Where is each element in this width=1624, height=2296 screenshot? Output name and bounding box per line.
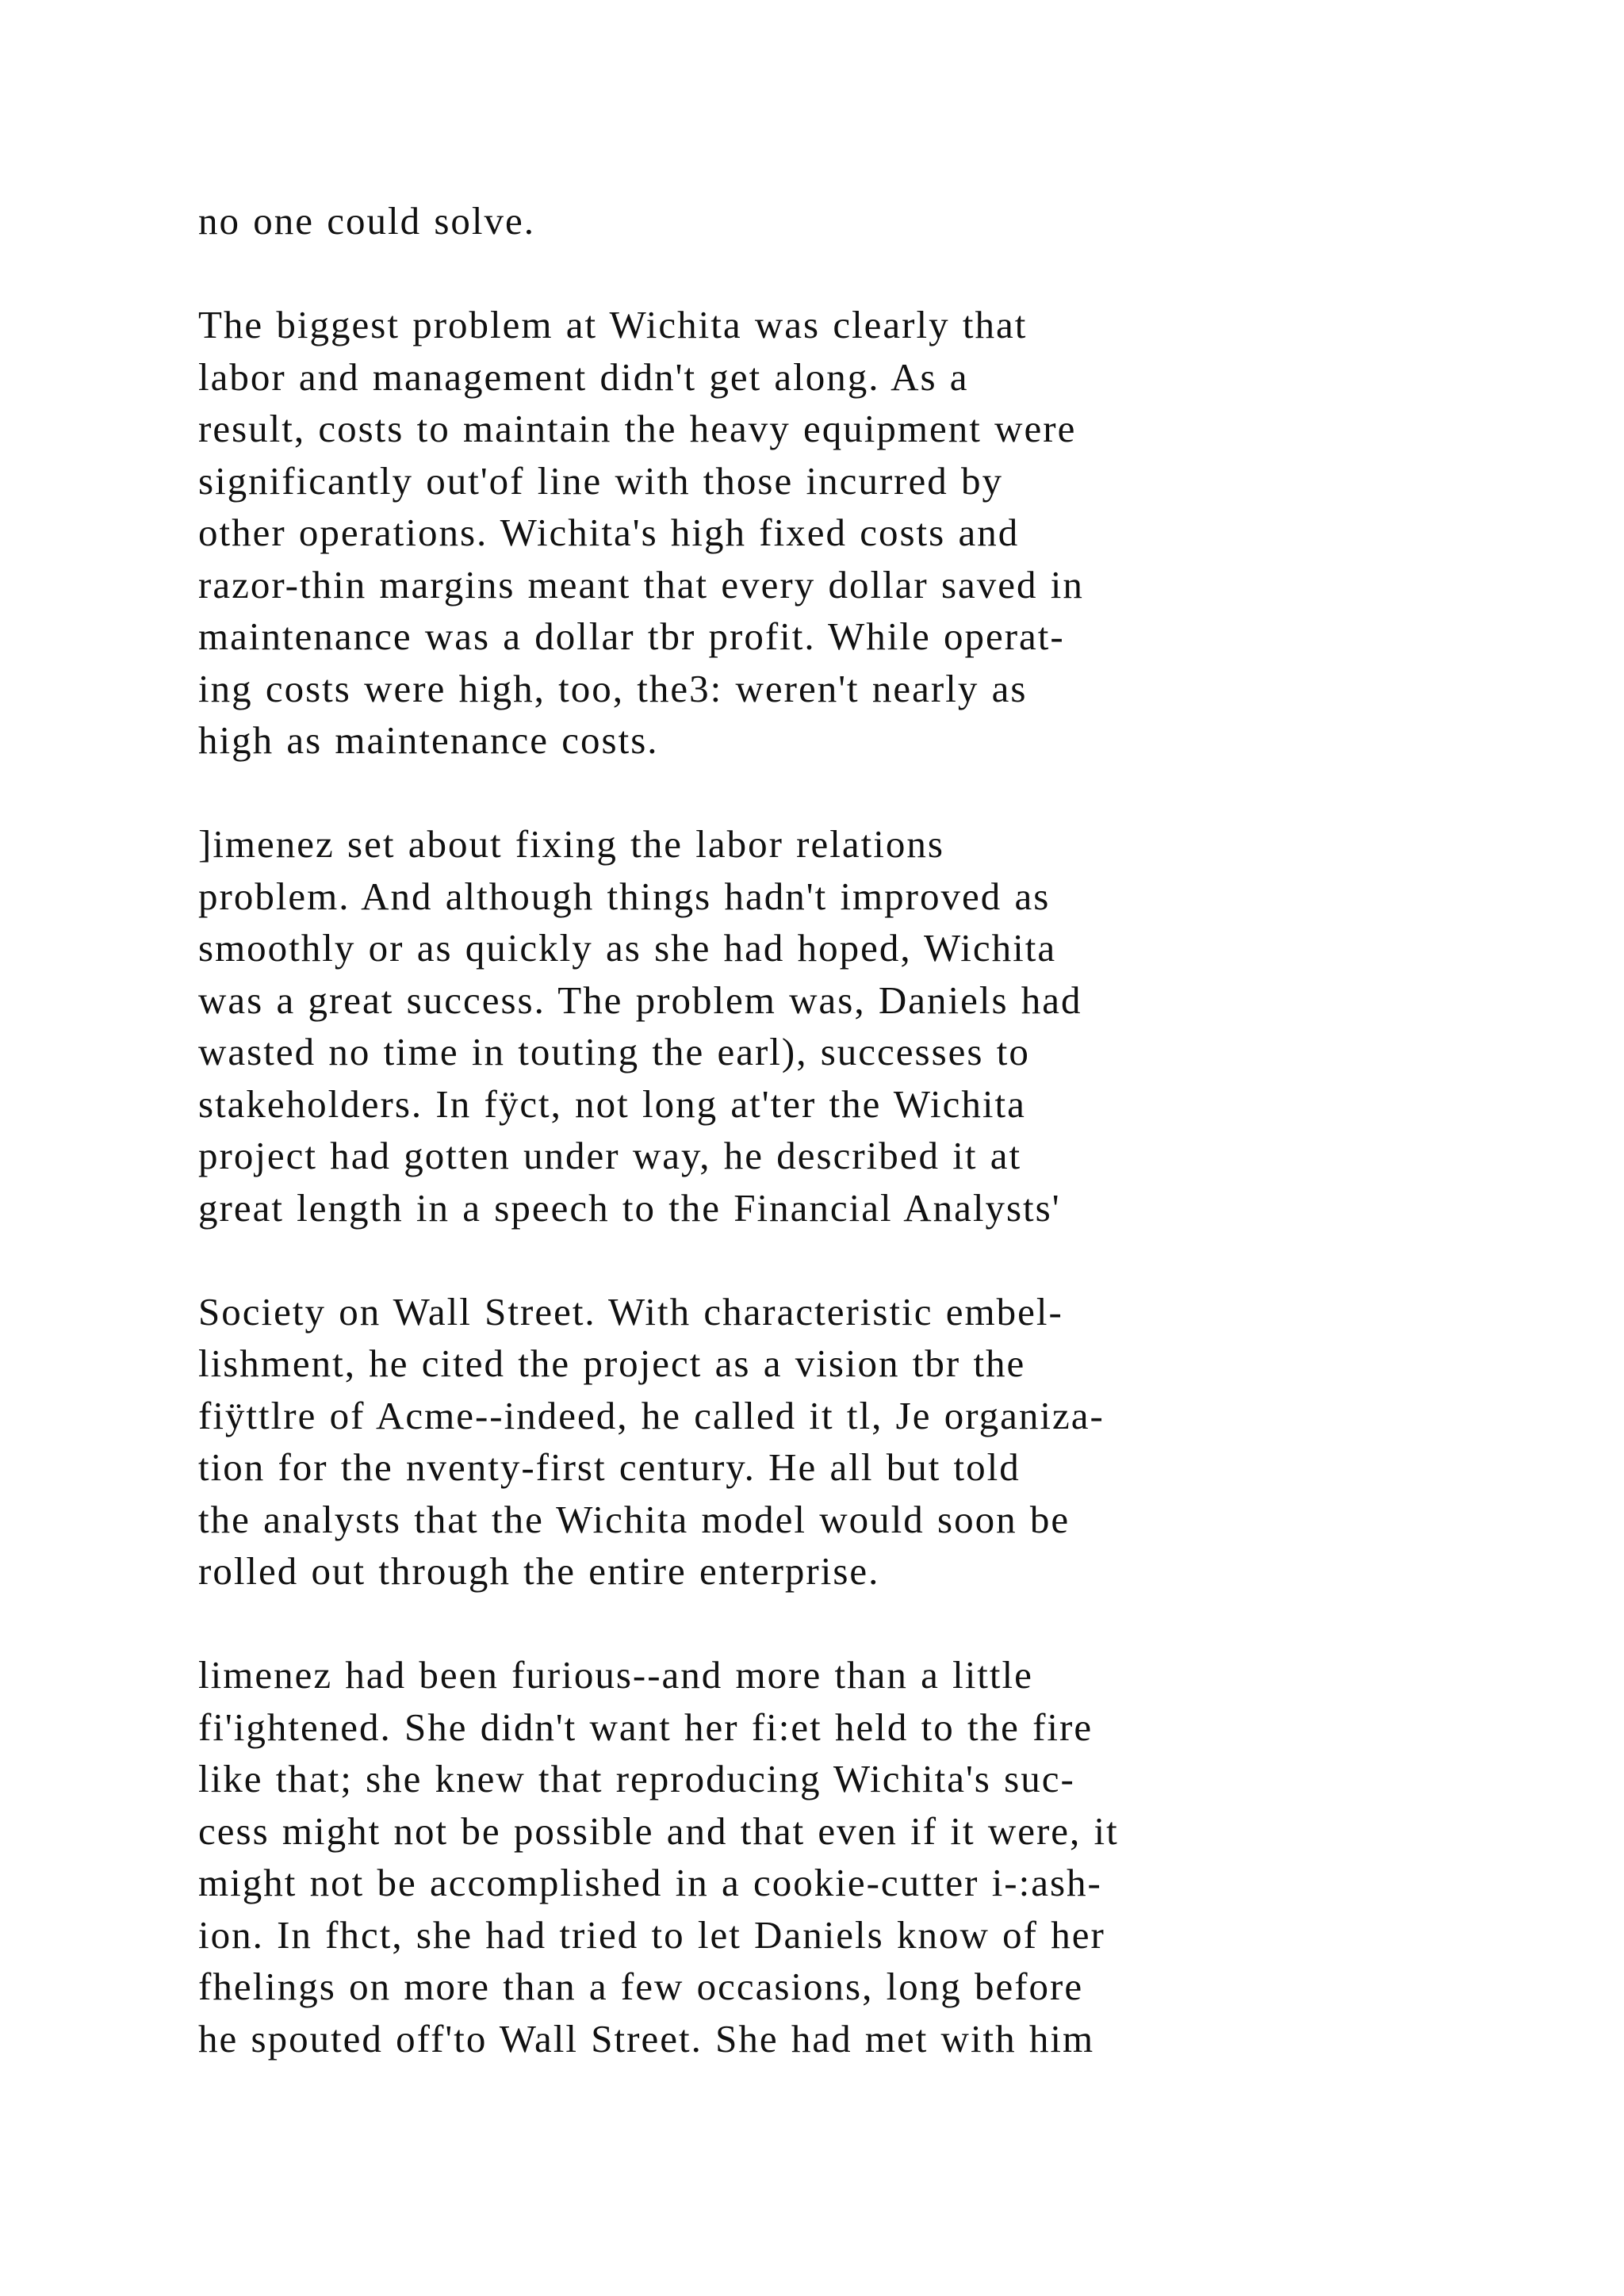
text-line: wasted no time in touting the earl), successes to <box>198 1030 1030 1073</box>
text-line: ]imenez set about fixing the labor relations <box>198 822 944 866</box>
text-line: lishment, he cited the project as a vision tbr the <box>198 1341 1026 1385</box>
text-line: Society on Wall Street. With characteristic embel- <box>198 1289 1063 1334</box>
text-line: fhelings on more than a few occasions, long before <box>198 1965 1084 2008</box>
document-body <box>198 195 1507 2064</box>
text-line: ing costs were high, too, the3: weren't nearly as <box>198 666 1028 710</box>
paragraph-gap <box>198 1598 1507 1650</box>
text-line: the analysts that the Wichita model would soon be <box>198 1497 1071 1541</box>
text-line: tion for the nventy-first century. He all but told <box>198 1445 1021 1489</box>
text-line: smoothly or as quickly as she had hoped, Wichita <box>198 926 1057 970</box>
text-line: labor and management didn't get along. As a <box>198 354 969 399</box>
paragraph-2 <box>198 299 1507 767</box>
text-line: limenez had been furious--and more than a little <box>198 1653 1033 1697</box>
text-line: significantly out'of line with those incurred by <box>198 458 1003 503</box>
text-line: he spouted off'to Wall Street. She had met with him <box>198 2016 1095 2061</box>
text-line: rolled out through the entire enterprise. <box>198 1549 880 1593</box>
text-line: cess might not be possible and that even if it were, it <box>198 1808 1119 1853</box>
paragraph-3 <box>198 818 1507 1234</box>
text-line: result, costs to maintain the heavy equipment were <box>198 407 1077 450</box>
paragraph-4 <box>198 1286 1507 1598</box>
text-line: razor-thin margins meant that every dollar saved in <box>198 562 1084 607</box>
text-line: ion. In fhct, she had tried to let Daniels know of her <box>198 1912 1105 1957</box>
text-line: was a great success. The problem was, Daniels had <box>198 978 1082 1022</box>
paragraph-gap <box>198 247 1507 300</box>
text-line: no one could solve. <box>198 199 536 243</box>
text-line: problem. And although things hadn't improved as <box>198 874 1051 918</box>
paragraph-5 <box>198 1649 1507 2064</box>
text-line: fiÿttlre of Acme--indeed, he called it tl, Je organiza- <box>198 1393 1105 1437</box>
text-line: might not be accomplished in a cookie-cutter i-:ash- <box>198 1861 1102 1904</box>
text-line: The biggest problem at Wichita was clearly that <box>198 303 1028 346</box>
text-line: project had gotten under way, he described it at <box>198 1134 1022 1177</box>
text-line: other operations. Wichita's high fixed costs and <box>198 511 1020 554</box>
text-line: like that; she knew that reproducing Wichita's suc- <box>198 1757 1075 1800</box>
text-line: maintenance was a dollar tbr profit. While operat- <box>198 614 1065 658</box>
text-line: stakeholders. In fÿct, not long at'ter the Wichita <box>198 1081 1026 1126</box>
text-line: high as maintenance costs. <box>198 718 659 762</box>
paragraph-1 <box>198 195 1507 247</box>
paragraph-gap <box>198 767 1507 819</box>
paragraph-gap <box>198 1234 1507 1286</box>
text-line: great length in a speech to the Financial Analysts' <box>198 1185 1061 1230</box>
text-line: fi'ightened. She didn't want her fi:et held to the fire <box>198 1705 1094 1749</box>
